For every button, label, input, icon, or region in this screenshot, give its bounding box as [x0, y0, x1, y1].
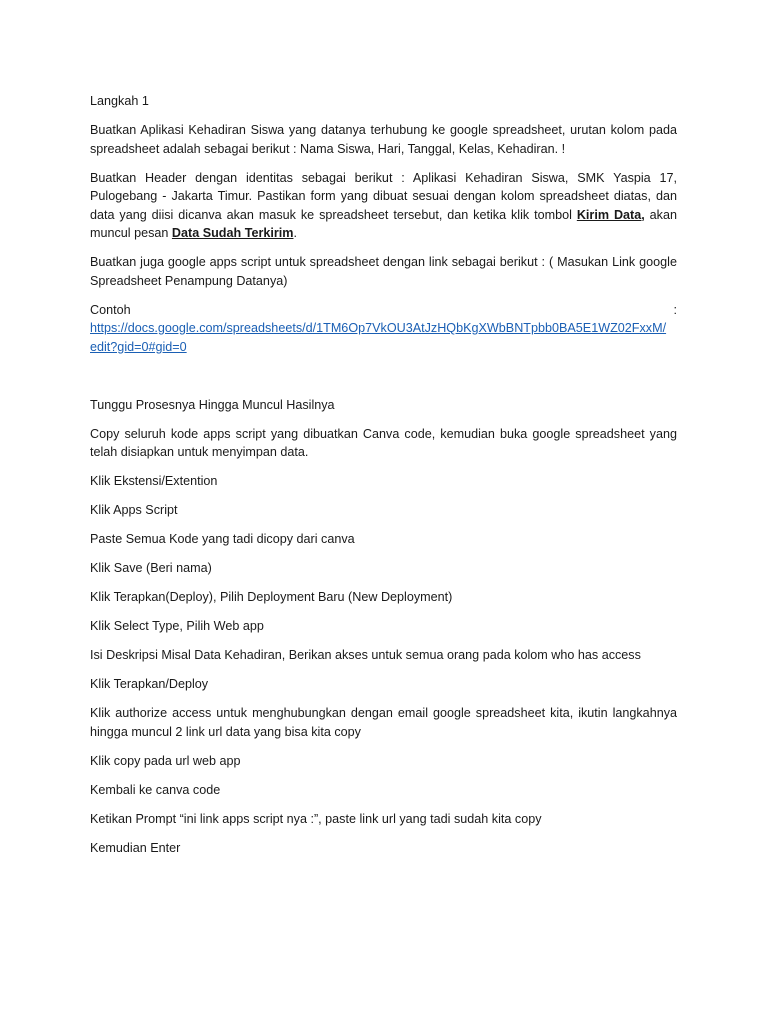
steps-list — [90, 396, 677, 858]
kirim-data-text: Kirim Data, — [576, 207, 645, 222]
contoh-row — [90, 301, 677, 320]
spacer — [90, 367, 677, 396]
step-paragraph: Klik Save (Beri nama) — [90, 561, 212, 575]
spreadsheet-link-line-2: edit?gid=0#gid=0 — [90, 339, 187, 354]
step-paragraph: Tunggu Prosesnya Hingga Muncul Hasilnya — [90, 397, 335, 412]
step-paragraph: Ketikan Prompt “ini link apps script nya :”, paste link url yang tadi sudah kita copy — [90, 811, 542, 826]
contoh-block — [90, 301, 677, 357]
document-body — [90, 92, 677, 868]
step-paragraph: Kembali ke canva code — [90, 782, 221, 797]
step-paragraph: Copy seluruh kode apps script yang dibuatkan Canva code, kemudian buka google spreadsheet yang telah disiapkan untuk menyimpan data. — [90, 426, 677, 459]
step-paragraph: Klik Ekstensi/Extention — [90, 474, 218, 488]
data-terkirim-text: Data Sudah Terkirim — [171, 226, 294, 240]
heading-langkah: Langkah 1 — [90, 94, 149, 108]
paragraph-2-text-b: akan muncul pesan — [90, 207, 677, 240]
step-paragraph: Isi Deskripsi Misal Data Kehadiran, Berikan akses untuk semua orang pada kolom who has access — [90, 648, 641, 662]
paragraph-instruction-2 — [90, 169, 677, 243]
paragraph-instruction-1: Buatkan Aplikasi Kehadiran Siswa yang datanya terhubung ke google spreadsheet, urutan kolom pada spreadsheet adalah sebagai berikut : Nama Siswa, Hari, Tanggal, Kelas, Kehadiran. ! — [90, 123, 677, 156]
spreadsheet-link-line-1: https://docs.google.com/spreadsheets/d/1TM6Op7VkOU3AtJzHQbKgXWbBNTpbb0BA5E1WZ02FxxM/ — [90, 321, 667, 335]
contoh-label: Contoh — [90, 302, 131, 317]
step-paragraph: Klik Select Type, Pilih Web app — [90, 619, 264, 633]
step-paragraph: Klik Terapkan/Deploy — [90, 677, 209, 691]
step-paragraph: Klik Terapkan(Deploy), Pilih Deployment Baru (New Deployment) — [90, 590, 453, 604]
step-paragraph: Klik Apps Script — [90, 503, 178, 517]
paragraph-2-text-end: . — [293, 226, 297, 240]
step-paragraph: Paste Semua Kode yang tadi dicopy dari canva — [90, 532, 355, 546]
paragraph-instruction-3: Buatkan juga google apps script untuk spreadsheet dengan link sebagai berikut : ( Masukan Link google Spreadsheet Penampung Datanya) — [90, 255, 677, 288]
step-paragraph: Klik authorize access untuk menghubungkan dengan email google spreadsheet kita, ikutin langkahnya hingga muncul 2 link url data yang bisa kita copy — [90, 706, 677, 739]
step-paragraph: Kemudian Enter — [90, 840, 181, 855]
spreadsheet-link[interactable] — [90, 319, 677, 356]
step-paragraph: Klik copy pada url web app — [90, 753, 241, 768]
paragraph-2-text-a: Buatkan Header dengan identitas sebagai berikut : Aplikasi Kehadiran Siswa, SMK Yaspia 17, Pulogebang - Jakarta Timur. Pastikan form yang dibuat sesuai dengan kolom spreadsheet diatas, dan data yang diisi dicanva akan masuk ke spreadsheet tersebut, dan ketika klik tombol — [90, 170, 677, 222]
contoh-colon: : — [673, 302, 677, 317]
